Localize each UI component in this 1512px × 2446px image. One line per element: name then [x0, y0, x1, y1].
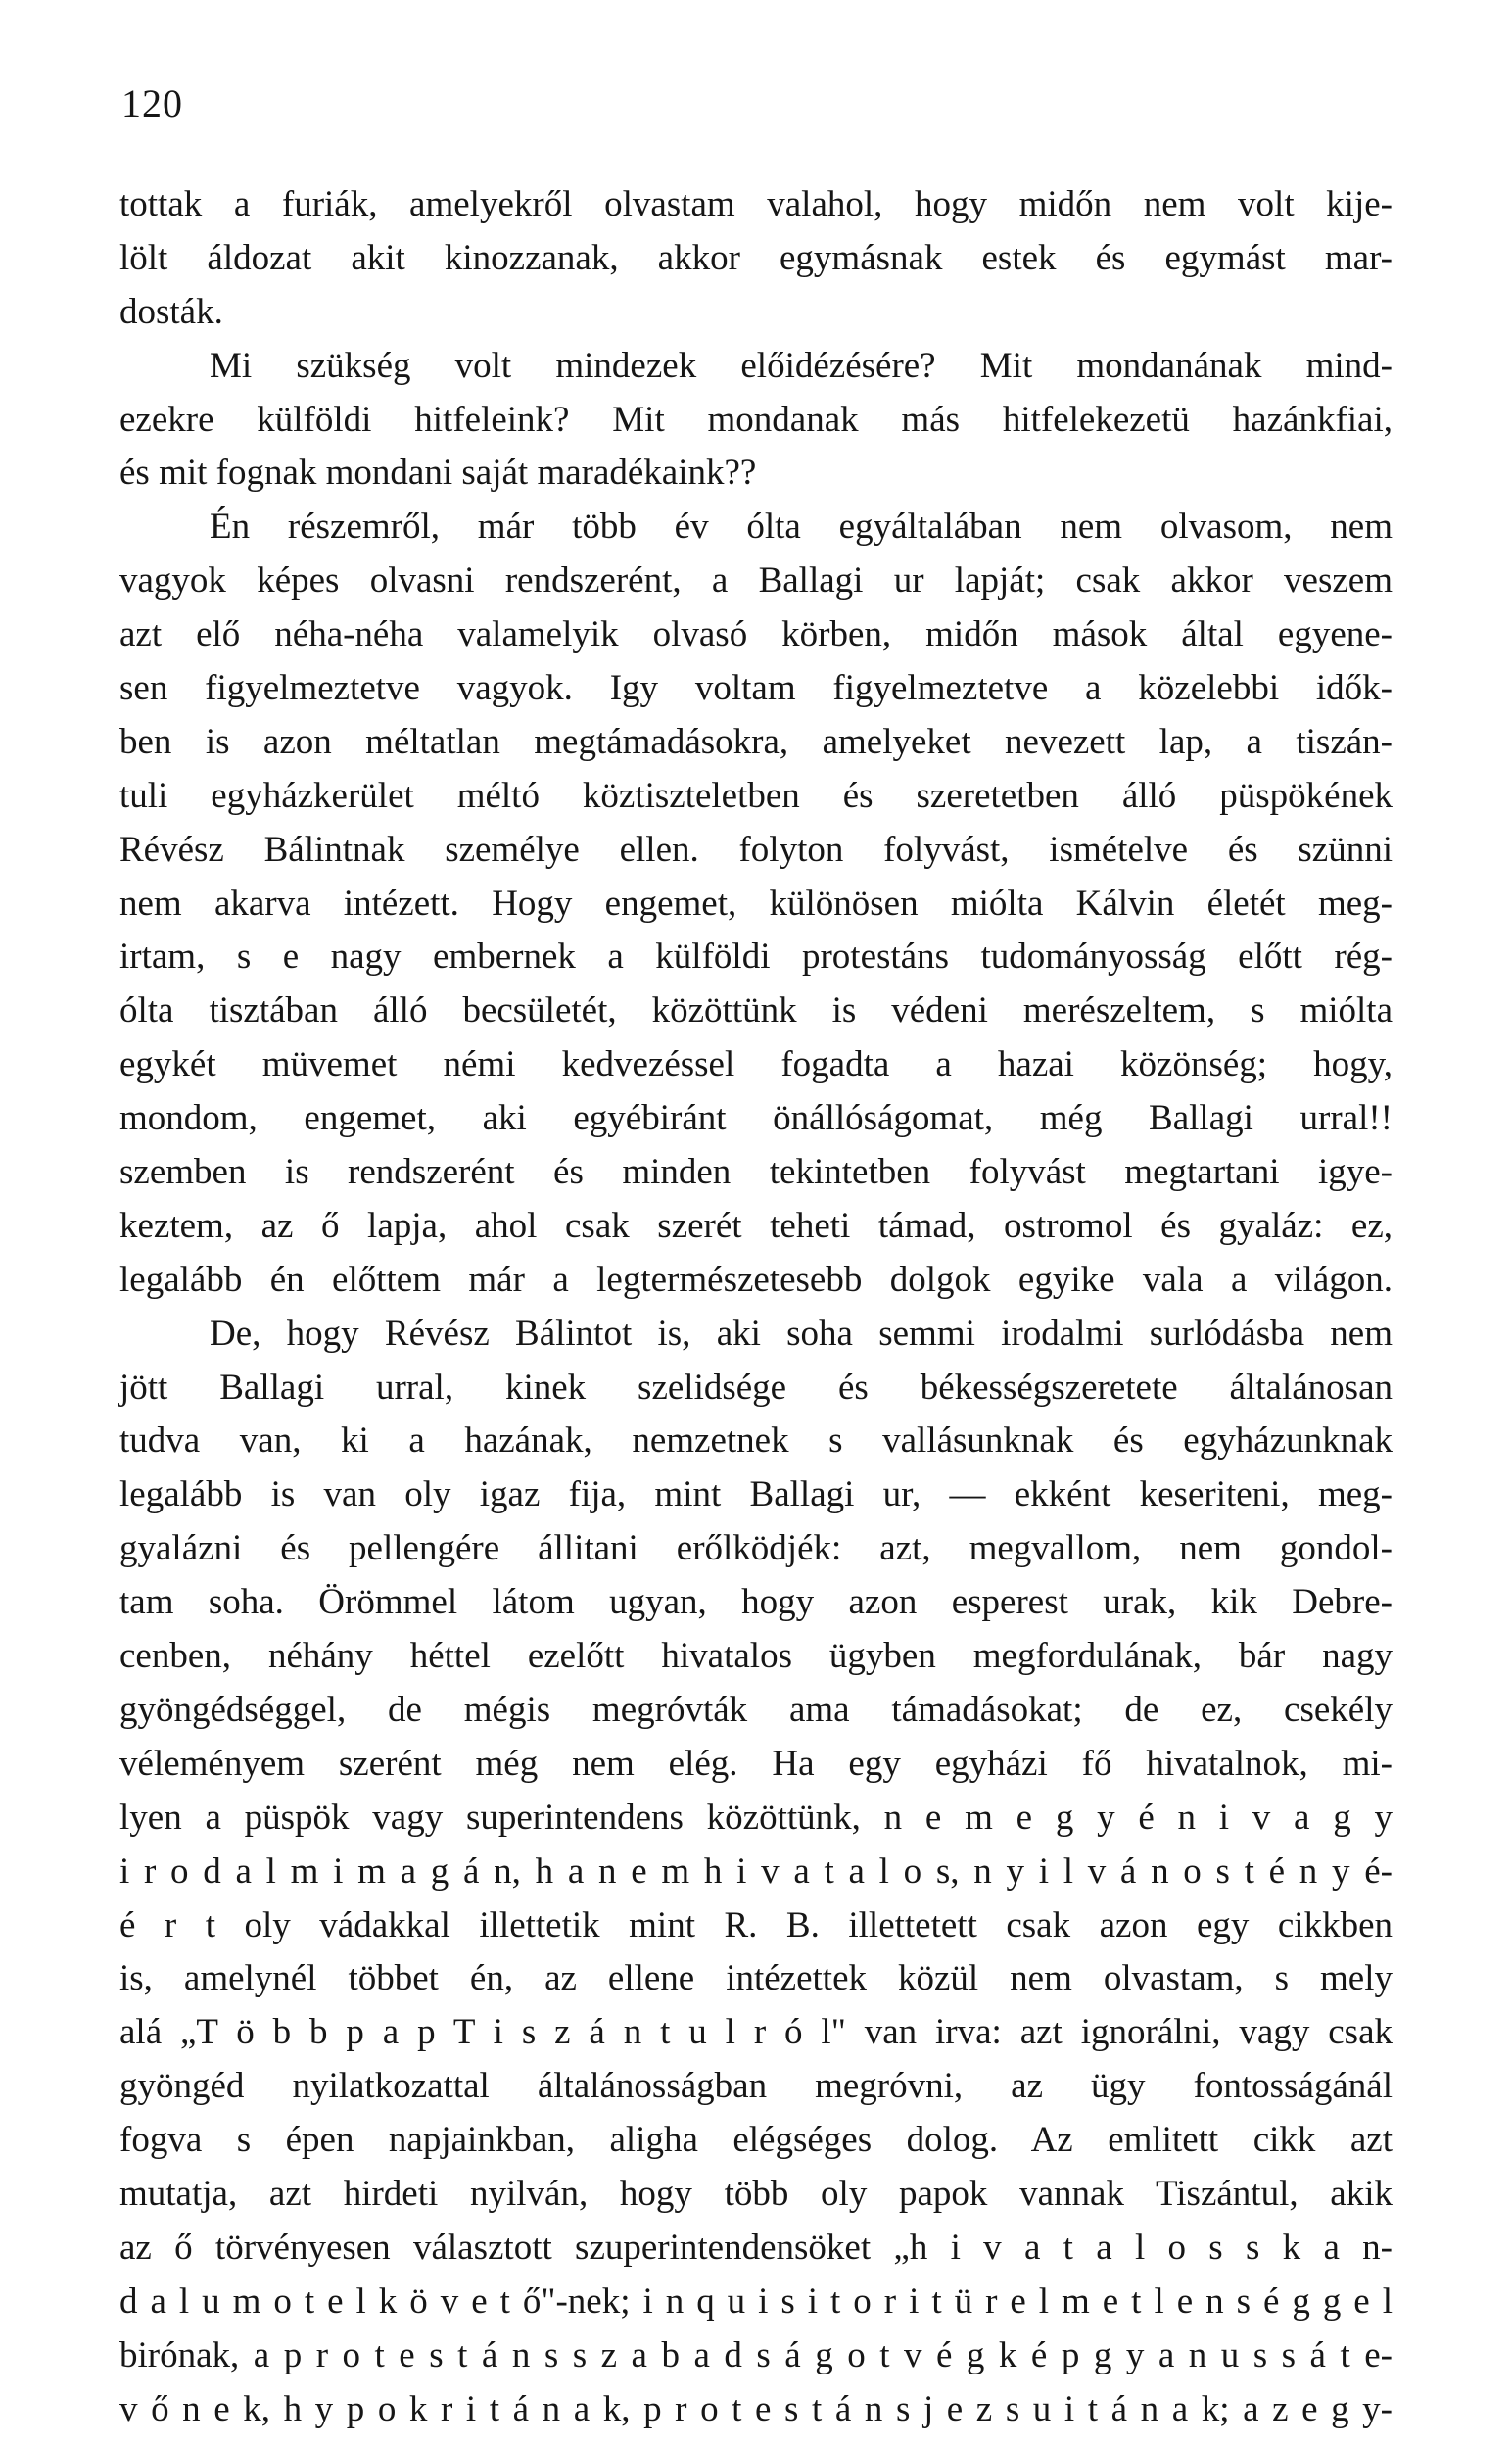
text-line: v ő n e k, h y p o k r i t á n a k, p r o t e s t á n s j e z s u i t á n a k; a z e g y-	[119, 2388, 1393, 2429]
text-line: i r o d a l m i m a g á n, h a n e m h i v a t a l o s, n y i l v á n o s t é n y é-	[119, 1850, 1393, 1892]
text-line: é r t oly vádakkal illettetik mint R. B. illettetett csak azon egy cikkben	[119, 1904, 1393, 1945]
text-line: Révész Bálintnak személye ellen. folyton folyvást, ismételve és szünni	[119, 829, 1393, 870]
text-line: dosták.	[119, 291, 223, 332]
text-line: tam soha. Örömmel látom ugyan, hogy azon esperest urak, kik Debre-	[119, 1582, 1393, 1623]
text-line: vagyok képes olvasni rendszerént, a Ballagi ur lapját; csak akkor veszem	[119, 560, 1393, 601]
text-line: és mit fognak mondani saját maradékaink??	[119, 453, 757, 494]
text-line: De, hogy Révész Bálintot is, aki soha semmi irodalmi surlódásba nem	[210, 1313, 1393, 1354]
text-line: nem akarva intézett. Hogy engemet, különösen miólta Kálvin életét meg-	[119, 883, 1393, 924]
text-line: ben is azon méltatlan megtámadásokra, amelyeket nevezett lap, a tiszán-	[119, 721, 1393, 762]
text-line: ezekre külföldi hitfeleink? Mit mondanak más hitfelekezetü hazánkfiai,	[119, 399, 1393, 440]
text-line: alá „T ö b b p a p T i s z á n t u l r ó l" van irva: azt ignorálni, vagy csak	[119, 2012, 1393, 2053]
text-line: birónak, a p r o t e s t á n s s z a b a d s á g o t v é g k é p g y a n u s s á t e-	[119, 2334, 1393, 2375]
text-line: gyalázni és pellengére állitani erőlködjék: azt, megvallom, nem gondol-	[119, 1528, 1393, 1569]
text-line: lyen a püspök vagy superintendens közöttünk, n e m e g y é n i v a g y	[119, 1797, 1393, 1838]
text-line: tuli egyházkerület méltó köztiszteletben és szeretetben álló püspökének	[119, 775, 1393, 816]
text-line: gyöngédséggel, de mégis megróvták ama támadásokat; de ez, csekély	[119, 1689, 1393, 1730]
body-text	[119, 178, 1393, 2436]
text-line: lölt áldozat akit kinozzanak, akkor egymásnak estek és egymást mar-	[119, 237, 1393, 278]
text-line: legalább én előttem már a legtermészetesebb dolgok egyike vala a világon.	[119, 1259, 1393, 1300]
text-line: tottak a furiák, amelyekről olvastam valahol, hogy midőn nem volt kije-	[119, 184, 1393, 224]
text-line: szemben is rendszerént és minden tekintetben folyvást megtartani igye-	[119, 1152, 1393, 1193]
text-line: Mi szükség volt mindezek előidézésére? Mit mondanának mind-	[210, 345, 1393, 386]
text-line: irtam, s e nagy embernek a külföldi protestáns tudományosság előtt rég-	[119, 936, 1393, 978]
text-line: legalább is van oly igaz fija, mint Ballagi ur, — ekként keseriteni, meg-	[119, 1474, 1393, 1515]
text-line: tudva van, ki a hazának, nemzetnek s vallásunknak és egyházunknak	[119, 1420, 1393, 1462]
text-line: sen figyelmeztetve vagyok. Igy voltam figyelmeztetve a közelebbi idők-	[119, 668, 1393, 709]
text-line: d a l u m o t e l k ö v e t ő"-nek; i n q u i s i t o r i t ü r e l m e t l e n s é g g e l	[119, 2280, 1393, 2322]
text-line: Én részemről, már több év ólta egyáltalában nem olvasom, nem	[210, 506, 1393, 548]
text-line: mutatja, azt hirdeti nyilván, hogy több oly papok vannak Tiszántul, akik	[119, 2173, 1393, 2214]
text-line: mondom, engemet, aki egyébiránt önállóságomat, még Ballagi urral!!	[119, 1098, 1393, 1139]
text-line: véleményem szerént még nem elég. Ha egy egyházi fő hivatalnok, mi-	[119, 1743, 1393, 1784]
text-line: egykét müvemet némi kedvezéssel fogadta a hazai közönség; hogy,	[119, 1044, 1393, 1085]
text-line: gyöngéd nyilatkozattal általánosságban megróvni, az ügy fontosságánál	[119, 2066, 1393, 2107]
text-line: jött Ballagi urral, kinek szelidsége és békességszeretete általánosan	[119, 1367, 1393, 1408]
text-line: keztem, az ő lapja, ahol csak szerét teheti támad, ostromol és gyaláz: ez,	[119, 1205, 1393, 1246]
text-line: is, amelynél többet én, az ellene intézettek közül nem olvastam, s mely	[119, 1958, 1393, 1999]
text-line: ólta tisztában álló becsületét, közöttünk is védeni merészeltem, s miólta	[119, 990, 1393, 1031]
text-line: cenben, néhány héttel ezelőtt hivatalos ügyben megfordulának, bár nagy	[119, 1636, 1393, 1677]
text-line: az ő törvényesen választott szuperintendensöket „h i v a t a l o s s k a n-	[119, 2227, 1393, 2268]
text-line: azt elő néha-néha valamelyik olvasó körben, midőn mások által egyene-	[119, 614, 1393, 655]
text-line: fogva s épen napjainkban, aligha elégséges dolog. Az emlitett cikk azt	[119, 2120, 1393, 2161]
page-number: 120	[121, 81, 183, 125]
